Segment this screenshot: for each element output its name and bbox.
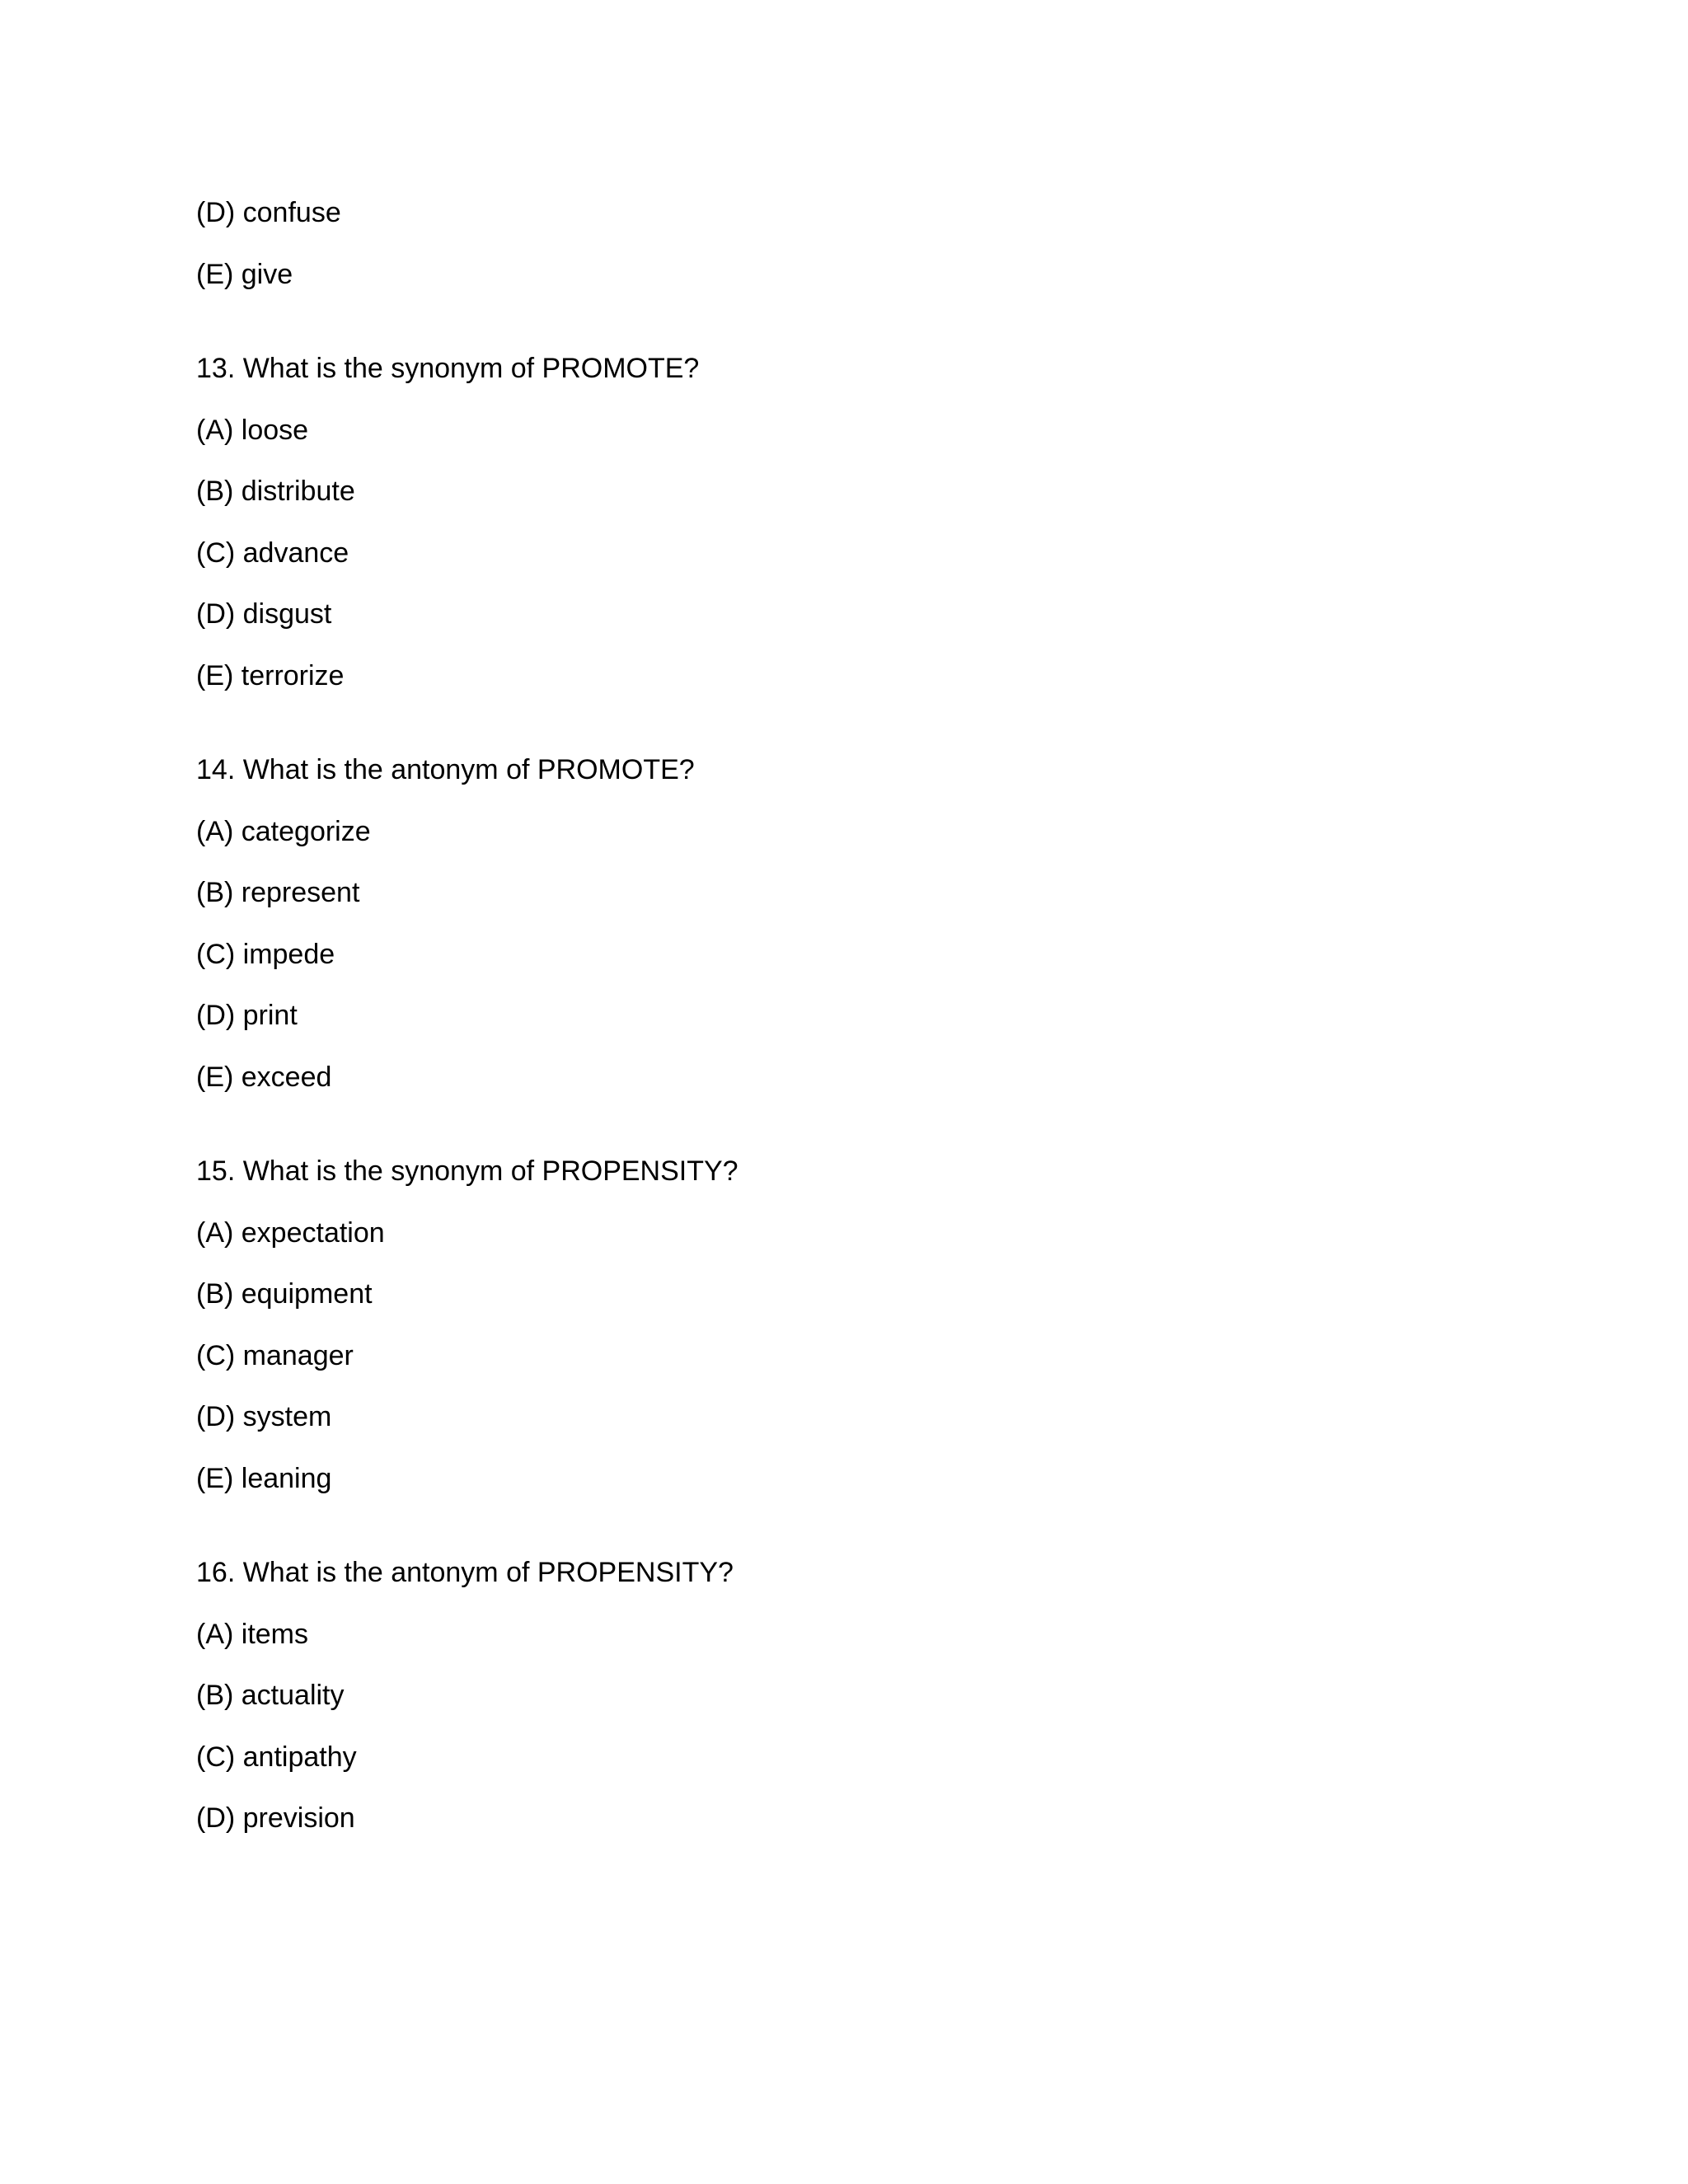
question-block-14 — [196, 753, 1482, 1094]
option-line: (A) items — [196, 1618, 308, 1650]
option-line: (A) expectation — [196, 1216, 385, 1249]
option-line: (E) exceed — [196, 1061, 332, 1093]
question-text: 14. What is the antonym of PROMOTE? — [196, 754, 695, 785]
option-line: (D) system — [196, 1401, 332, 1432]
option-line: (C) advance — [196, 537, 349, 569]
question-block-15 — [196, 1155, 1482, 1495]
option-line: (E) leaning — [196, 1462, 332, 1494]
option-line: (E) give — [196, 258, 293, 290]
option-line: (C) antipathy — [196, 1741, 357, 1773]
question-block-16 — [196, 1556, 1482, 1835]
option-line: (B) equipment — [196, 1278, 373, 1310]
option-line: (B) represent — [196, 877, 360, 908]
option-line: (D) confuse — [196, 197, 341, 228]
option-line: (D) prevision — [196, 1802, 355, 1834]
option-line: (A) loose — [196, 414, 309, 446]
option-line: (C) manager — [196, 1339, 354, 1371]
question-block-13 — [196, 352, 1482, 692]
option-line: (A) categorize — [196, 815, 371, 847]
option-line: (E) terrorize — [196, 659, 345, 691]
option-line: (B) distribute — [196, 476, 355, 507]
page-content — [196, 196, 1482, 1863]
question-text: 15. What is the synonym of PROPENSITY? — [196, 1155, 738, 1187]
option-line: (C) impede — [196, 938, 335, 970]
option-line: (D) disgust — [196, 598, 332, 630]
question-text: 13. What is the synonym of PROMOTE? — [196, 353, 700, 384]
question-text: 16. What is the antonym of PROPENSITY? — [196, 1557, 734, 1588]
option-line: (D) print — [196, 1000, 298, 1031]
option-line: (B) actuality — [196, 1680, 345, 1711]
